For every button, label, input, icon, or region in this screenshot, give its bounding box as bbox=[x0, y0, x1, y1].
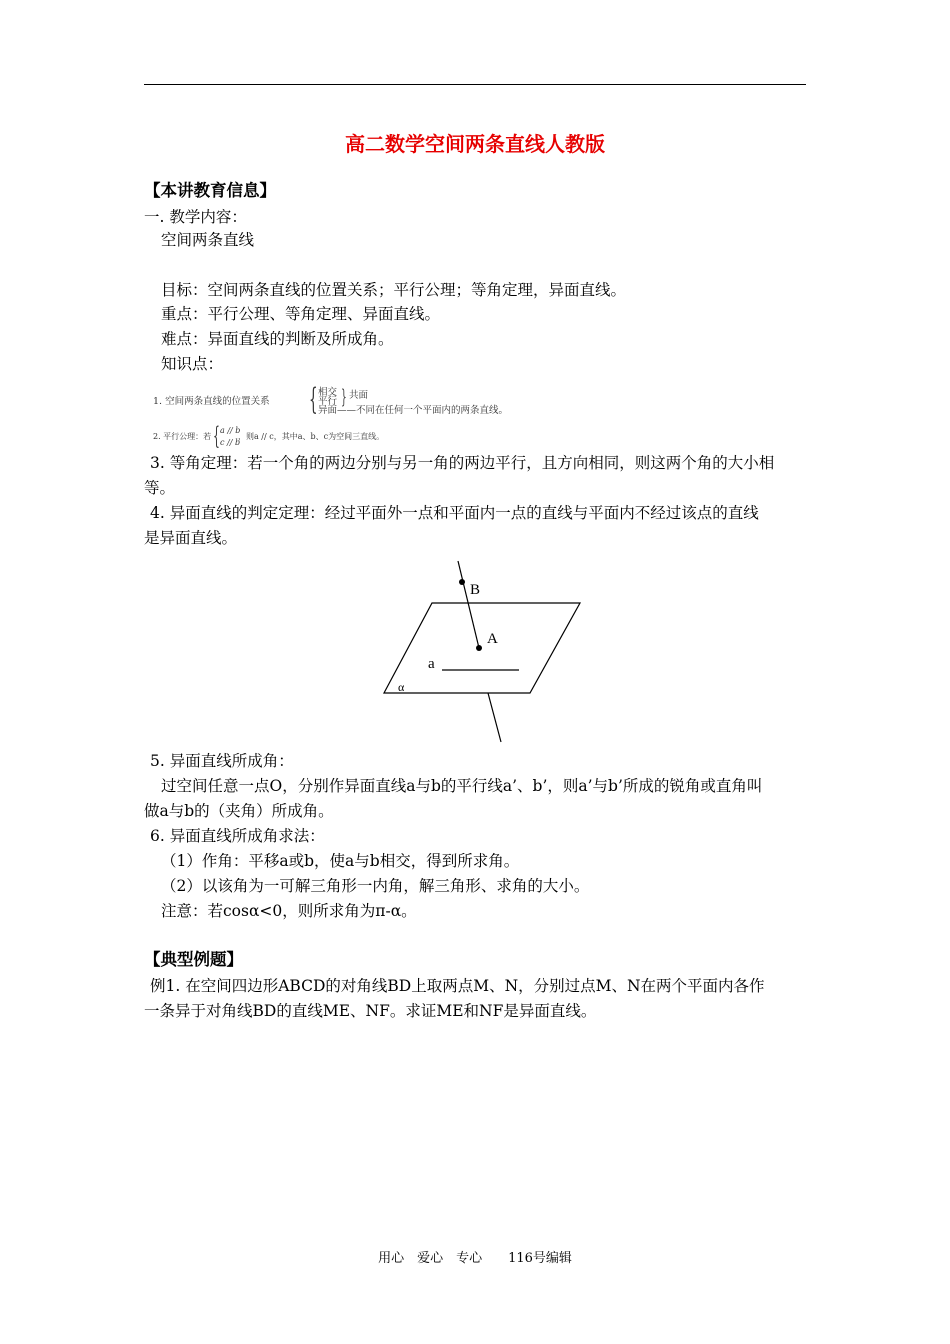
label-a-line: a bbox=[428, 656, 435, 672]
text-line: 一. 教学内容： bbox=[144, 208, 247, 226]
label-a-point: A bbox=[487, 631, 498, 647]
skew-lines-figure bbox=[380, 555, 590, 750]
text-line: 等。 bbox=[144, 479, 176, 497]
page-footer: 用心 爱心 专心 116号编辑 bbox=[378, 1251, 572, 1266]
text-line: 过空间任意一点O，分别作异面直线a与b的平行线a’、b’，则a’与b’所成的锐角或直角叫 bbox=[161, 777, 763, 795]
line-ab bbox=[458, 561, 479, 648]
text-line: 例1. 在空间四边形ABCD的对角线BD上取两点M、N，分别过点M、N在两个平面内各作 bbox=[150, 977, 765, 995]
text-line: 做a与b的（夹角）所成角。 bbox=[144, 802, 334, 820]
point-b bbox=[459, 579, 465, 585]
right-brace-icon: } bbox=[341, 384, 347, 408]
text-line: 是异面直线。 bbox=[144, 529, 238, 547]
label-b: B bbox=[470, 582, 481, 598]
item-heading: 5. 异面直线所成角： bbox=[150, 752, 294, 770]
text-line: 空间两条直线 bbox=[161, 231, 255, 249]
text-line: 3. 等角定理：若一个角的两边分别与另一角的两边平行，且方向相同，则这两个角的大小相 bbox=[150, 454, 775, 472]
text-line: 难点：异面直线的判断及所成角。 bbox=[161, 330, 394, 348]
page-title: 高二数学空间两条直线人教版 bbox=[345, 132, 605, 156]
text-line: 重点：平行公理、等角定理、异面直线。 bbox=[161, 305, 441, 323]
line-ab-below bbox=[488, 693, 501, 742]
label-alpha: α bbox=[398, 680, 405, 694]
left-brace-icon: { bbox=[213, 422, 220, 450]
section-heading-examples: 【典型例题】 bbox=[144, 950, 243, 969]
text-line: （2）以该角为一可解三角形一内角，解三角形、求角的大小。 bbox=[161, 877, 590, 895]
text-line: 一条异于对角线BD的直线ME、NF。求证ME和NF是异面直线。 bbox=[144, 1002, 597, 1020]
text-line: 注意：若cosα<0，则所求角为π-α。 bbox=[161, 902, 417, 920]
point-a bbox=[476, 645, 482, 651]
text-line: 目标：空间两条直线的位置关系；平行公理；等角定理，异面直线。 bbox=[161, 281, 627, 299]
text-line: 4. 异面直线的判定定理：经过平面外一点和平面内一点的直线与平面内不经过该点的直线 bbox=[150, 504, 759, 522]
section-heading-info: 【本讲教育信息】 bbox=[144, 181, 276, 200]
header-rule bbox=[144, 84, 806, 85]
left-brace-icon: { bbox=[309, 382, 318, 417]
item-heading: 6. 异面直线所成角求法： bbox=[150, 827, 325, 845]
text-line: （1）作角：平移a或b，使a与b相交，得到所求角。 bbox=[161, 852, 520, 870]
text-line: 知识点： bbox=[161, 355, 224, 373]
